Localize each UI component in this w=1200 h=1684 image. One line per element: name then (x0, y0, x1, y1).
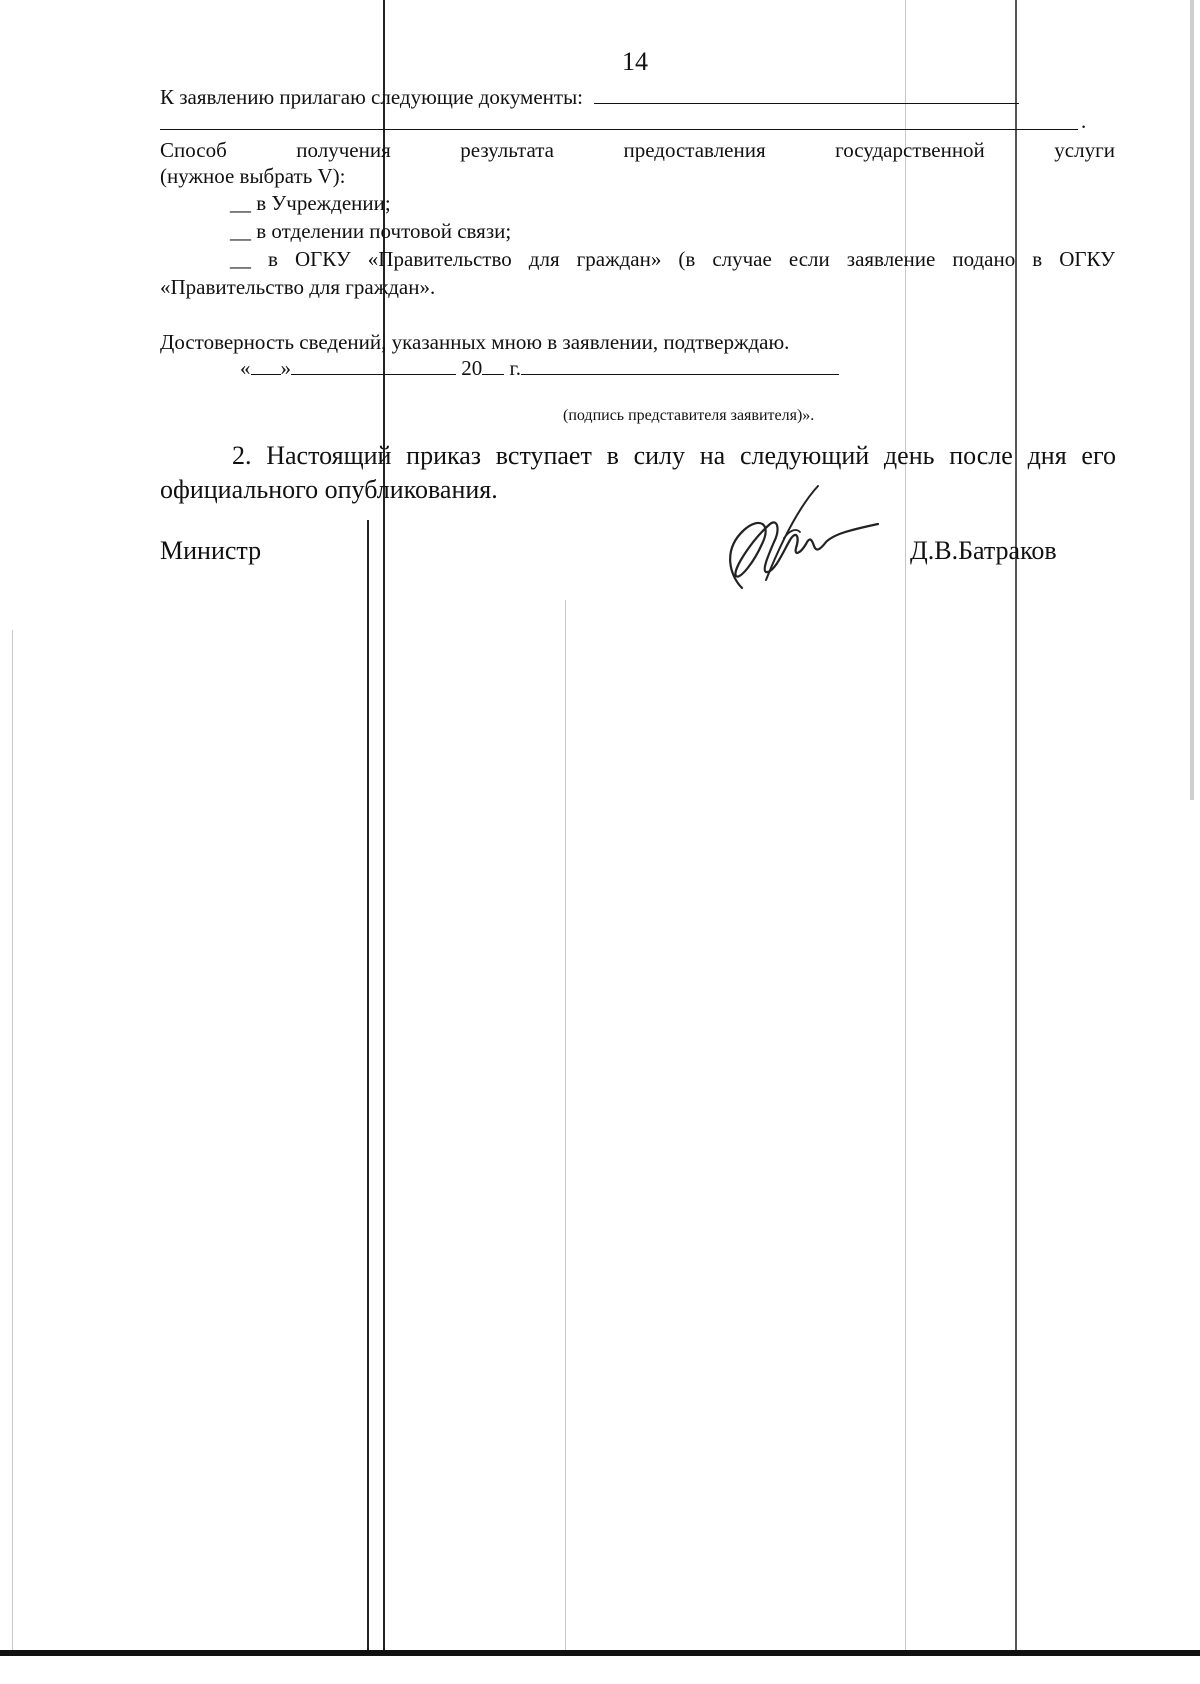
year-blank (482, 373, 504, 375)
method-option-institution: __ в Учреждении; (230, 191, 391, 215)
date-open-quote: « (240, 356, 251, 380)
option-word: граждан» (576, 247, 662, 271)
month-blank (291, 373, 456, 375)
attachments-label (160, 84, 1019, 110)
option-word: ОГКУ (1059, 247, 1115, 271)
option-word: для (528, 247, 560, 271)
clause-word: Настоящий (266, 441, 392, 470)
method-line-1 (160, 137, 1115, 163)
clause-2-line-2: официального опубликования. (160, 475, 498, 504)
method-option-ogku-cont: «Правительство для граждан». (160, 275, 436, 299)
clause-word: его (1081, 441, 1116, 470)
attachments-blank (594, 102, 1019, 104)
scan-artifact-line (565, 600, 566, 1650)
method-word: государственной (835, 138, 985, 162)
option-word: если (788, 247, 830, 271)
scan-artifact-edge (1190, 0, 1194, 800)
signatory-position: Министр (160, 536, 262, 565)
attachments-text: К заявлению прилагаю следующие документы: (160, 85, 584, 109)
clause-word: в (606, 441, 619, 470)
option-word: __ (230, 247, 251, 271)
clause-word: вступает (495, 441, 592, 470)
scan-artifact-edge (0, 1650, 1200, 1656)
option-word: подано (952, 247, 1016, 271)
date-close-quote: » (280, 356, 291, 380)
signature-caption: (подпись представителя заявителя)». (563, 407, 815, 424)
method-word: результата (460, 138, 554, 162)
clause-word: после (949, 441, 1013, 470)
clause-word: 2. (232, 441, 252, 470)
date-signature-line (240, 355, 839, 381)
option-word: случае (712, 247, 772, 271)
method-option-ogku (230, 246, 1115, 272)
clause-word: дня (1027, 441, 1067, 470)
option-word: (в (678, 247, 696, 271)
year-prefix: 20 (461, 356, 483, 380)
confirmation-statement: Достоверность сведений, указанных мною в заявлении, подтверждаю. (160, 330, 790, 354)
day-blank (251, 373, 281, 375)
method-word: услуги (1054, 138, 1115, 162)
clause-word: на (699, 441, 726, 470)
clause-2-line-1 (232, 440, 1116, 472)
scan-artifact-line (367, 520, 369, 1650)
method-line-2: (нужное выбрать V): (160, 164, 346, 188)
method-word: получения (296, 138, 391, 162)
clause-word: день (883, 441, 935, 470)
method-word: Способ (160, 138, 227, 162)
option-word: заявление (846, 247, 936, 271)
method-word: предоставления (623, 138, 766, 162)
clause-word: следующий (739, 441, 870, 470)
option-word: в (1032, 247, 1043, 271)
clause-word: силу (633, 441, 686, 470)
clause-word: приказ (406, 441, 482, 470)
page-number: 14 (622, 47, 648, 76)
attachments-blank-line (160, 129, 1078, 130)
signatory-name: Д.В.Батраков (910, 536, 1057, 565)
option-word: в (268, 247, 278, 271)
signature-blank (521, 373, 839, 375)
scan-artifact-line (12, 630, 13, 1650)
year-suffix: г. (509, 356, 521, 380)
option-word: ОГКУ (294, 247, 351, 271)
handwritten-signature (700, 480, 900, 600)
attachments-end-mark: . (1081, 109, 1087, 133)
method-option-post: __ в отделении почтовой связи; (230, 219, 512, 243)
option-word: «Правительство (367, 247, 512, 271)
